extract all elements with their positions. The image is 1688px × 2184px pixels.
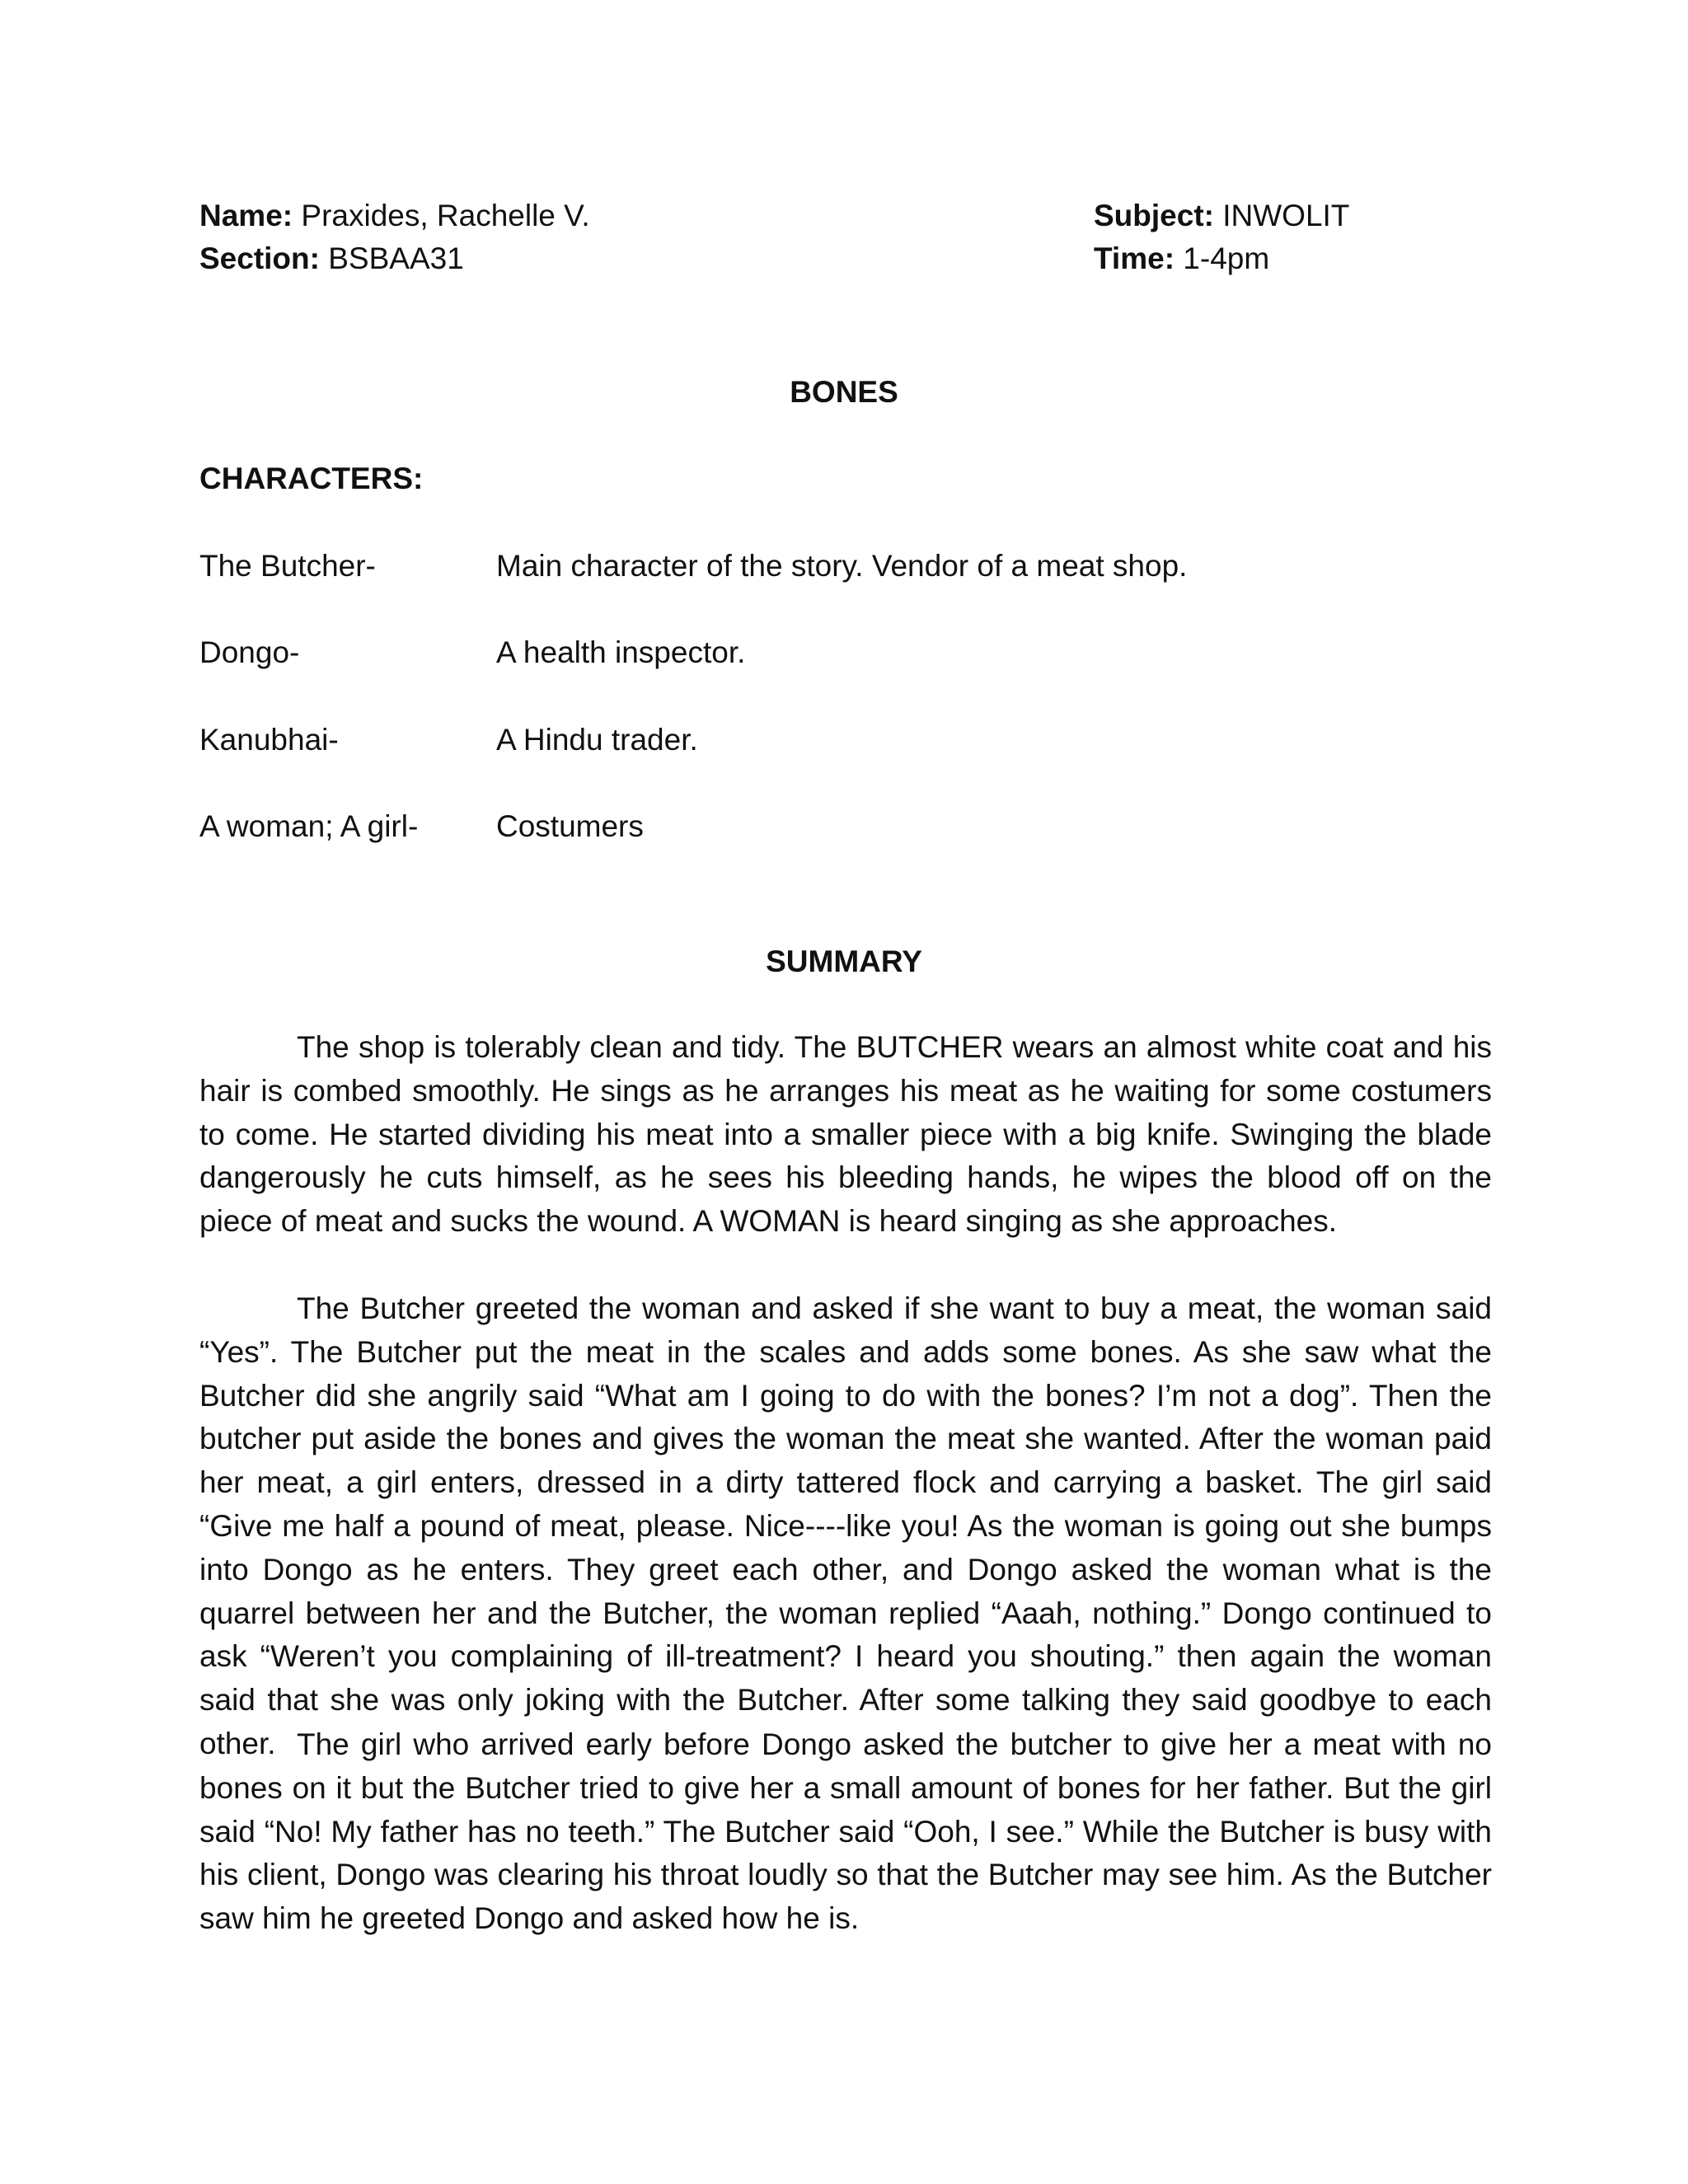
section-value: BSBAA31 [328,241,464,275]
time-value: 1-4pm [1183,241,1270,275]
character-row [199,631,745,674]
document-title: BONES [790,375,898,409]
subject-label: Subject: [1094,199,1214,232]
character-description: Main character of the story. Vendor of a meat shop. [496,549,1188,583]
character-name: Kanubhai- [199,723,339,757]
character-name: The Butcher- [199,549,376,583]
character-name: A woman; A girl- [199,809,419,843]
character-name: Dongo- [199,635,300,669]
character-row [199,805,644,848]
summary-paragraph: The Butcher greeted the woman and asked if she want to buy a meat, the woman said “Yes”. The Butcher put the meat in the scales and adds some bones. As she saw what the Butcher did she angrily said “What am I going to do with the bones? I’m not a dog”. Then the butcher put aside the bones and gives the woman the meat she wanted. After the woman paid her meat, a girl enters, dressed in a dirty tattered flock and carrying a basket. The girl said “Give me half a pound of meat, please. Nice----like you! As the woman is going out she bumps into Dongo as he enters. They greet each other, and Dongo asked the woman what is the quarrel between her and the Butcher, the woman replied “Aaah, nothing.” Dongo continued to ask “Weren’t you complaining of ill-treatment? I heard you shouting.” then again the woman said that she was only joking with the Butcher. After some talking they said goodbye to each other. [199,1291,1492,1760]
character-row [199,719,698,762]
summary-heading: SUMMARY [766,944,922,978]
section-label: Section: [199,241,320,275]
character-description: A Hindu trader. [496,723,698,757]
subject-value: INWOLIT [1222,199,1350,232]
section-line [199,237,590,280]
student-info [199,194,590,280]
subject-line [1094,194,1349,237]
name-label: Name: [199,199,293,232]
time-label: Time: [1094,241,1175,275]
name-line [199,194,590,237]
time-line [1094,237,1349,280]
character-description: A health inspector. [496,635,746,669]
character-row [199,545,1187,588]
summary-paragraph: The shop is tolerably clean and tidy. The BUTCHER wears an almost white coat and his hair is combed smoothly. He sings as he arranges his meat as he waiting for some costumers to come. He started dividing his meat into a smaller piece with a big knife. Swinging the blade dangerously he cuts himself, as he sees his bleeding hands, he wipes the blood off on the piece of meat and sucks the wound. A WOMAN is heard singing as she approaches. [199,1030,1492,1239]
character-description: Costumers [496,809,644,843]
summary-paragraph: The girl who arrived early before Dongo asked the butcher to give her a meat with no bones on it but the Butcher tried to give her a small amount of bones for her father. But the girl said “No! My father has no teeth.” The Butcher said “Ooh, I see.” While the Butcher is busy with his client, Dongo was clearing his throat loudly so that the Butcher may see him. As the Butcher saw him he greeted Dongo and asked how he is. [199,1727,1492,1936]
name-value: Praxides, Rachelle V. [301,199,590,232]
class-info [1094,194,1349,280]
characters-heading: CHARACTERS: [199,462,424,495]
